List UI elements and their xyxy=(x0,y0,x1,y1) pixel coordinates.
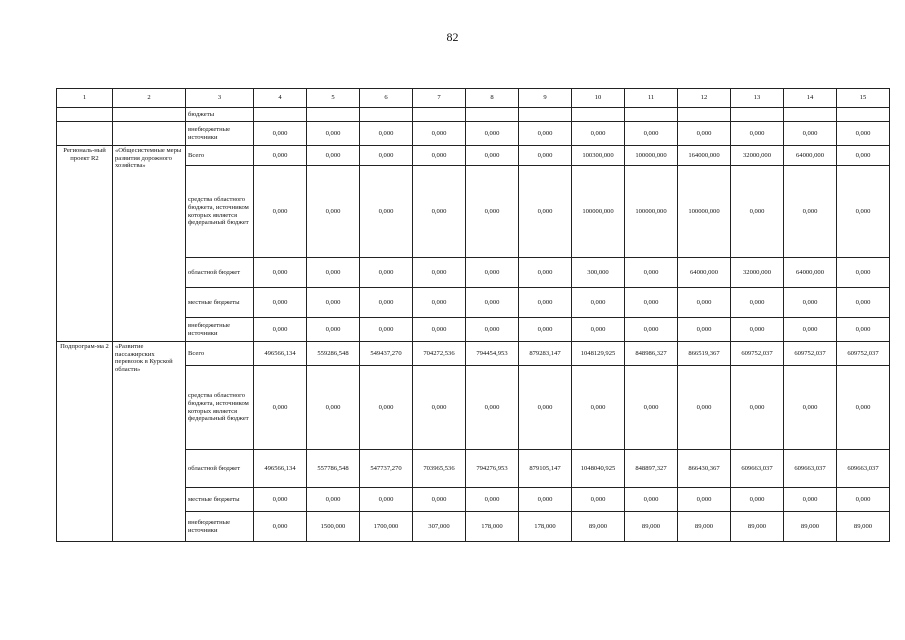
value-cell: 0,000 xyxy=(731,166,784,258)
value-cell: 89,000 xyxy=(625,512,678,542)
value-cell: 609752,037 xyxy=(731,342,784,366)
value-cell: 0,000 xyxy=(572,488,625,512)
funding-source-cell: областной бюджет xyxy=(186,450,254,488)
program-title-cell: «Развитие пассажирских перевозок в Курской области» xyxy=(113,342,186,542)
value-cell: 0,000 xyxy=(784,166,837,258)
column-header-15: 15 xyxy=(837,89,890,108)
value-cell: 0,000 xyxy=(731,122,784,146)
value-cell: 0,000 xyxy=(413,122,466,146)
value-cell: 549437,270 xyxy=(360,342,413,366)
value-cell: 0,000 xyxy=(784,288,837,318)
empty-cell xyxy=(57,122,113,146)
value-cell: 0,000 xyxy=(678,366,731,450)
value-cell: 32000,000 xyxy=(731,258,784,288)
value-cell: 89,000 xyxy=(784,512,837,542)
column-header-1: 1 xyxy=(57,89,113,108)
value-cell: 0,000 xyxy=(413,488,466,512)
value-cell: 0,000 xyxy=(254,288,307,318)
value-cell: 0,000 xyxy=(784,122,837,146)
value-cell: 0,000 xyxy=(307,166,360,258)
value-cell: 0,000 xyxy=(360,318,413,342)
value-cell: 0,000 xyxy=(413,146,466,166)
value-cell xyxy=(254,108,307,122)
value-cell: 0,000 xyxy=(572,122,625,146)
column-header-9: 9 xyxy=(519,89,572,108)
value-cell: 0,000 xyxy=(519,146,572,166)
column-header-2: 2 xyxy=(113,89,186,108)
value-cell: 0,000 xyxy=(307,366,360,450)
value-cell: 0,000 xyxy=(360,258,413,288)
value-cell: 0,000 xyxy=(254,146,307,166)
funding-source-cell: внебюджетные источники xyxy=(186,318,254,342)
value-cell: 0,000 xyxy=(678,318,731,342)
value-cell: 848986,327 xyxy=(625,342,678,366)
funding-source-cell: внебюджетные источники xyxy=(186,122,254,146)
value-cell: 0,000 xyxy=(254,258,307,288)
value-cell xyxy=(837,108,890,122)
column-header-13: 13 xyxy=(731,89,784,108)
value-cell: 0,000 xyxy=(731,488,784,512)
value-cell: 307,000 xyxy=(413,512,466,542)
value-cell: 0,000 xyxy=(466,366,519,450)
column-header-10: 10 xyxy=(572,89,625,108)
value-cell: 1048129,925 xyxy=(572,342,625,366)
column-header-7: 7 xyxy=(413,89,466,108)
value-cell: 0,000 xyxy=(784,488,837,512)
value-cell: 0,000 xyxy=(413,366,466,450)
value-cell: 0,000 xyxy=(731,366,784,450)
value-cell: 879105,147 xyxy=(519,450,572,488)
column-header-3: 3 xyxy=(186,89,254,108)
value-cell xyxy=(307,108,360,122)
value-cell: 609752,037 xyxy=(784,342,837,366)
value-cell: 178,000 xyxy=(466,512,519,542)
value-cell xyxy=(466,108,519,122)
program-name-cell: Подпрограм-ма 2 xyxy=(57,342,113,542)
value-cell: 0,000 xyxy=(837,488,890,512)
empty-cell xyxy=(113,122,186,146)
value-cell: 64000,000 xyxy=(784,146,837,166)
value-cell: 0,000 xyxy=(625,366,678,450)
value-cell: 0,000 xyxy=(625,258,678,288)
value-cell: 0,000 xyxy=(731,288,784,318)
value-cell: 547737,270 xyxy=(360,450,413,488)
value-cell: 0,000 xyxy=(837,166,890,258)
value-cell: 0,000 xyxy=(625,488,678,512)
funding-source-cell: местные бюджеты xyxy=(186,288,254,318)
value-cell: 848897,327 xyxy=(625,450,678,488)
value-cell: 0,000 xyxy=(837,366,890,450)
column-header-14: 14 xyxy=(784,89,837,108)
value-cell: 0,000 xyxy=(466,166,519,258)
column-header-5: 5 xyxy=(307,89,360,108)
value-cell: 0,000 xyxy=(466,288,519,318)
value-cell: 32000,000 xyxy=(731,146,784,166)
value-cell: 0,000 xyxy=(625,288,678,318)
value-cell: 0,000 xyxy=(784,366,837,450)
value-cell: 0,000 xyxy=(254,318,307,342)
value-cell xyxy=(784,108,837,122)
page-number: 82 xyxy=(446,30,459,44)
value-cell: 0,000 xyxy=(360,366,413,450)
value-cell: 0,000 xyxy=(837,258,890,288)
column-header-12: 12 xyxy=(678,89,731,108)
value-cell: 0,000 xyxy=(254,366,307,450)
empty-cell xyxy=(113,108,186,122)
value-cell: 609663,037 xyxy=(837,450,890,488)
value-cell: 0,000 xyxy=(731,318,784,342)
value-cell xyxy=(519,108,572,122)
value-cell: 0,000 xyxy=(519,318,572,342)
value-cell: 0,000 xyxy=(307,288,360,318)
value-cell: 0,000 xyxy=(360,146,413,166)
value-cell: 0,000 xyxy=(466,258,519,288)
empty-cell xyxy=(57,108,113,122)
value-cell: 557786,548 xyxy=(307,450,360,488)
value-cell: 100000,000 xyxy=(625,166,678,258)
value-cell: 300,000 xyxy=(572,258,625,288)
table-row xyxy=(57,342,890,366)
value-cell: 0,000 xyxy=(307,318,360,342)
value-cell xyxy=(678,108,731,122)
value-cell: 0,000 xyxy=(678,488,731,512)
column-header-6: 6 xyxy=(360,89,413,108)
value-cell: 0,000 xyxy=(254,488,307,512)
value-cell: 0,000 xyxy=(837,318,890,342)
value-cell: 0,000 xyxy=(466,122,519,146)
funding-source-cell: местные бюджеты xyxy=(186,488,254,512)
value-cell: 0,000 xyxy=(466,488,519,512)
value-cell: 1500,000 xyxy=(307,512,360,542)
value-cell: 178,000 xyxy=(519,512,572,542)
value-cell: 1700,000 xyxy=(360,512,413,542)
value-cell xyxy=(360,108,413,122)
value-cell: 0,000 xyxy=(784,318,837,342)
value-cell: 89,000 xyxy=(572,512,625,542)
value-cell: 0,000 xyxy=(519,488,572,512)
value-cell: 0,000 xyxy=(466,146,519,166)
value-cell: 100000,000 xyxy=(625,146,678,166)
value-cell: 89,000 xyxy=(678,512,731,542)
value-cell: 0,000 xyxy=(519,258,572,288)
value-cell: 0,000 xyxy=(837,146,890,166)
value-cell: 164000,000 xyxy=(678,146,731,166)
value-cell xyxy=(413,108,466,122)
table-row xyxy=(57,122,890,146)
value-cell: 0,000 xyxy=(519,288,572,318)
value-cell: 0,000 xyxy=(519,122,572,146)
value-cell: 0,000 xyxy=(466,318,519,342)
value-cell xyxy=(625,108,678,122)
value-cell: 0,000 xyxy=(413,166,466,258)
funding-source-cell: Всего xyxy=(186,146,254,166)
value-cell: 100300,000 xyxy=(572,146,625,166)
value-cell: 559286,548 xyxy=(307,342,360,366)
value-cell: 879283,147 xyxy=(519,342,572,366)
value-cell xyxy=(572,108,625,122)
value-cell: 703965,536 xyxy=(413,450,466,488)
value-cell: 866430,367 xyxy=(678,450,731,488)
table-row xyxy=(57,108,890,122)
column-header-8: 8 xyxy=(466,89,519,108)
value-cell: 0,000 xyxy=(413,288,466,318)
column-header-11: 11 xyxy=(625,89,678,108)
value-cell: 0,000 xyxy=(360,166,413,258)
value-cell: 100000,000 xyxy=(678,166,731,258)
value-cell: 794454,953 xyxy=(466,342,519,366)
funding-source-cell: бюджеты xyxy=(186,108,254,122)
value-cell: 0,000 xyxy=(678,288,731,318)
value-cell: 0,000 xyxy=(572,288,625,318)
value-cell: 0,000 xyxy=(360,122,413,146)
value-cell: 0,000 xyxy=(678,122,731,146)
value-cell: 0,000 xyxy=(254,166,307,258)
value-cell: 609663,037 xyxy=(731,450,784,488)
value-cell: 89,000 xyxy=(731,512,784,542)
budget-table xyxy=(56,88,890,542)
table-row xyxy=(57,146,890,166)
funding-source-cell: средства областного бюджета, источником которых является федеральный бюджет xyxy=(186,166,254,258)
value-cell: 1048040,925 xyxy=(572,450,625,488)
value-cell: 0,000 xyxy=(307,258,360,288)
value-cell: 609752,037 xyxy=(837,342,890,366)
value-cell: 609663,037 xyxy=(784,450,837,488)
value-cell: 0,000 xyxy=(519,166,572,258)
value-cell: 0,000 xyxy=(360,288,413,318)
value-cell: 0,000 xyxy=(413,318,466,342)
program-name-cell: Региональ-ный проект R2 xyxy=(57,146,113,342)
funding-source-cell: средства областного бюджета, источником которых является федеральный бюджет xyxy=(186,366,254,450)
value-cell: 0,000 xyxy=(307,122,360,146)
program-title-cell: «Общесистемные меры развития дорожного хозяйства» xyxy=(113,146,186,342)
value-cell: 64000,000 xyxy=(678,258,731,288)
funding-source-cell: внебюджетные источники xyxy=(186,512,254,542)
value-cell: 0,000 xyxy=(572,366,625,450)
value-cell: 0,000 xyxy=(307,488,360,512)
value-cell: 704272,536 xyxy=(413,342,466,366)
value-cell: 0,000 xyxy=(413,258,466,288)
value-cell: 794276,953 xyxy=(466,450,519,488)
value-cell: 0,000 xyxy=(254,122,307,146)
column-header-4: 4 xyxy=(254,89,307,108)
value-cell: 0,000 xyxy=(360,488,413,512)
header-row xyxy=(57,89,890,108)
value-cell: 100000,000 xyxy=(572,166,625,258)
value-cell: 0,000 xyxy=(625,122,678,146)
funding-source-cell: Всего xyxy=(186,342,254,366)
value-cell: 89,000 xyxy=(837,512,890,542)
value-cell: 0,000 xyxy=(307,146,360,166)
value-cell: 64000,000 xyxy=(784,258,837,288)
value-cell xyxy=(731,108,784,122)
value-cell: 866519,367 xyxy=(678,342,731,366)
funding-source-cell: областной бюджет xyxy=(186,258,254,288)
value-cell: 496566,134 xyxy=(254,342,307,366)
value-cell: 0,000 xyxy=(254,512,307,542)
value-cell: 0,000 xyxy=(837,122,890,146)
value-cell: 0,000 xyxy=(519,366,572,450)
value-cell: 0,000 xyxy=(837,288,890,318)
value-cell: 496566,134 xyxy=(254,450,307,488)
value-cell: 0,000 xyxy=(625,318,678,342)
value-cell: 0,000 xyxy=(572,318,625,342)
